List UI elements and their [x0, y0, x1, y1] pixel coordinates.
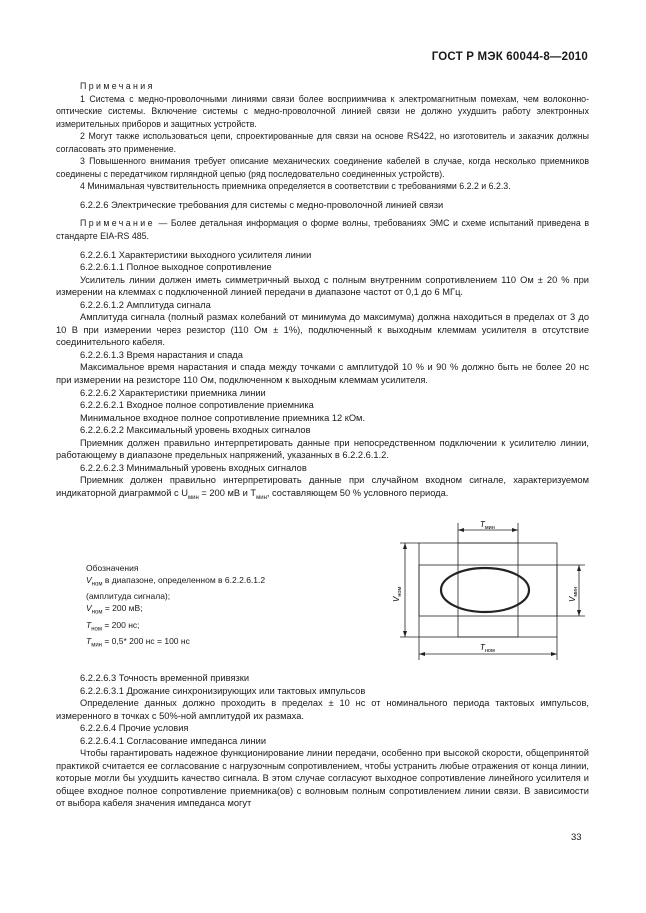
- legend-title: Обозначения: [86, 563, 139, 573]
- page-number: 33: [571, 832, 582, 843]
- paragraph: 6.2.2.6.4 Прочие условия: [80, 723, 189, 734]
- paragraph: Амплитуда сигнала (полный размах колебаний от минимума до максимума) должна находиться в пределах от 3 до 10 В при измерении через резистор (110 Ом ± 1%), подключенный к выходным клеммам усилителя в отсутствие соединительного кабеля.: [56, 312, 589, 348]
- paragraph: 6.2.2.6.1.1 Полное выходное сопротивление: [80, 262, 272, 273]
- notes-title: Примечания: [80, 81, 155, 91]
- paragraphs-a: [56, 249, 589, 475]
- paragraph: 6.2.2.6.2 Характеристики приемника линии: [80, 387, 266, 398]
- outer-mask-rect: [419, 543, 557, 637]
- legend: [86, 563, 296, 653]
- para-min-signal: Приемник должен правильно интерпретировать данные при случайном входном сигнале, характеризуемом индикаторной диаграммой с $U_{мин} = 200$ мВ и $T_{мин}$, составляющем 50 % условного периода.: [56, 475, 589, 501]
- paragraph: 6.2.2.6.1 Характеристики выходного усилителя линии: [80, 249, 312, 260]
- paragraph: 6.2.2.6.3.1 Дрожание синхронизирующих или тактовых импульсов: [80, 685, 366, 696]
- paragraph: Минимальное входное полное сопротивление приемника 12 кОм.: [80, 412, 366, 423]
- paragraph: 6.2.2.6.2.3 Минимальный уровень входных сигналов: [80, 462, 307, 473]
- note-item: 3 Повышенного внимания требует описание механических соединение кабелей в случае, когда несколько приемников соединены с передатчиком гирляндной цепью (ряд последовательно соединенных устройств).: [56, 156, 589, 179]
- tmin-label: $T_{мин}$: [480, 520, 495, 531]
- tnom-label: $T_{ном}$: [480, 643, 495, 654]
- tmin-rect: [458, 543, 518, 637]
- vmin-label: $V_{мин}$: [568, 586, 579, 602]
- section-title: 6.2.2.6 Электрические требования для системы с медно-проволочной линией связи: [80, 199, 444, 210]
- paragraph: Приемник должен правильно интерпретировать данные при непосредственном подключении к усилителю линии, работающему в диапазоне предельных напряжений, указанных в 6.2.2.6.1.2.: [56, 437, 589, 461]
- page-body-lower: [56, 672, 589, 810]
- note-2: Примечание — Более детальная информация о форме волны, требованиях ЭМС и схеме испытаний приведена в стандарте EIA-RS 485.: [56, 218, 589, 242]
- note-item: 2 Могут также использоваться цепи, спроектированные для связи на основе RS422, но изготовитель и заказчик должны согласовать это применение.: [56, 131, 589, 154]
- legend-tmin: $T_{мин} = 0,5*$ 200 нс = 100 нс: [86, 636, 190, 649]
- vnom-label: $V_{ном}$: [392, 586, 403, 602]
- paragraph: 6.2.2.6.1.3 Время нарастания и спада: [80, 349, 243, 360]
- legend-vnom: $V_{ном}$ в диапазоне, определенном в 6.2.2.6.1.2 (амплитуда сигнала);: [86, 574, 266, 602]
- paragraph: 6.2.2.6.2.2 Максимальный уровень входных сигналов: [80, 425, 311, 436]
- paragraph: 6.2.2.6.2.1 Входное полное сопротивление приемника: [80, 400, 314, 411]
- paragraph: 6.2.2.6.4.1 Согласование импеданса линии: [80, 735, 267, 746]
- page-body: [56, 80, 589, 504]
- paragraph: Чтобы гарантировать надежное функционирование линии передачи, особенно при высокой скорости, общепринятой практикой считается ее согласование с нагрузочным сопротивлением, чтобы устранить любые отражения от конца линии, которые могли бы ухудшить качество сигнала. В этом случае согласуют выходное сопротивление линейного усилителя и общее входное полное сопротивление приемника(ов) с волновым полным сопротивлением линии связи. В зависимости от выбора кабеля значения импеданса могут: [56, 748, 589, 809]
- notes-list: [56, 93, 589, 193]
- paragraph: Определение данных должно проходить в пределах ± 10 нс от номинального периода тактовых импульсов, измеренного в точках с 50%-ной амплитудой их размаха.: [56, 698, 589, 721]
- paragraph: 6.2.2.6.1.2 Амплитуда сигнала: [80, 299, 211, 310]
- legend-tnom: $T_{ном} = 200$ нс;: [86, 619, 140, 633]
- legend-vmin: $V_{ном} = 200$ мВ;: [86, 603, 143, 616]
- note-item: 1 Система с медно-проволочными линиями связи более восприимчива к электромагнитным помехам, чем волоконно-оптические системы. Включение системы с медно-проволочной линией связи не должно ухудшить работу электронных измерительных приборов и защитных устройств.: [56, 93, 589, 129]
- document-header: ГОСТ Р МЭК 60044-8—2010: [431, 51, 588, 63]
- paragraphs-b: [56, 672, 589, 810]
- paragraph: Усилитель линии должен иметь симметричный выход с полным внутренним сопротивлением 110 Ом ± 20 % при измерении на клеммах с подключенной линией передачи в диапазоне частот от 0,1 до 6 МГц.: [56, 274, 589, 298]
- paragraph: 6.2.2.6.3 Точность временной привязки: [80, 673, 250, 683]
- vmin-rect: [419, 565, 557, 616]
- eye-ellipse: [441, 568, 529, 612]
- paragraph: Максимальное время нарастания и спада между точками с амплитудой 10 % и 90 % должно быть не более 20 нс при измерении на резисторе 110 Ом, подключенном к выходным клеммам усилителя.: [56, 362, 589, 386]
- note-item: 4 Минимальная чувствительность приемника определяется в соответствии с требованиями 6.2.2 и 6.2.3.: [80, 181, 511, 192]
- eye-diagram: [380, 518, 590, 663]
